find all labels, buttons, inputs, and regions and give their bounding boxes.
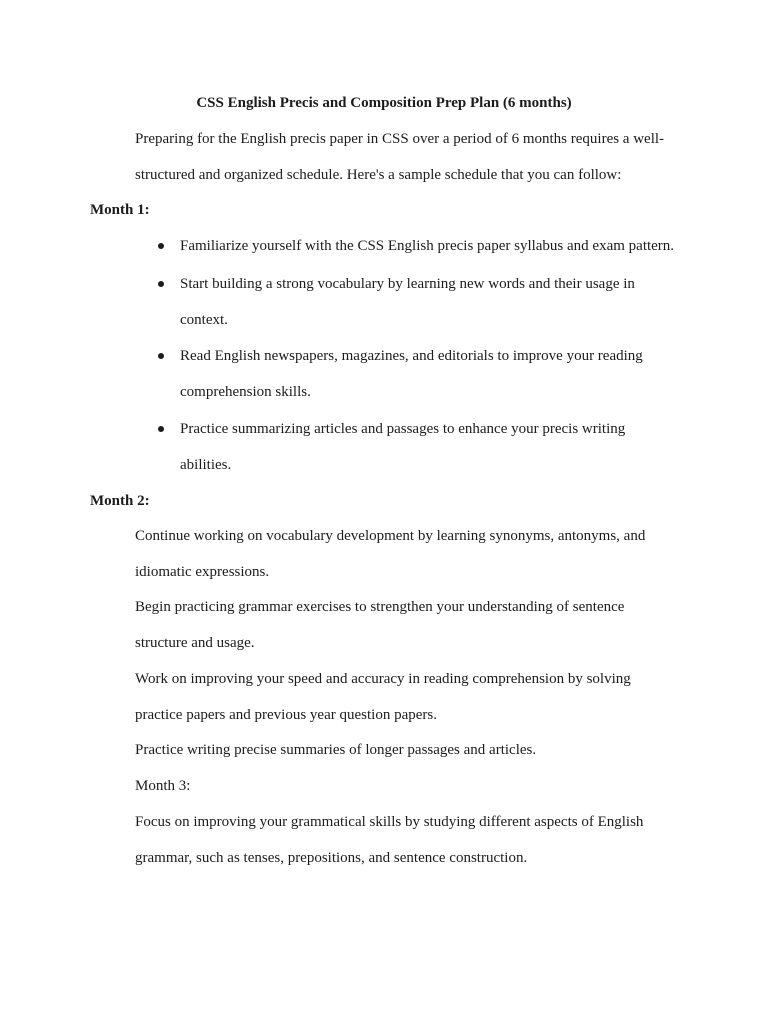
bullet-item-text: context. [180,312,228,328]
bullet-icon [158,243,164,249]
bullet-icon [158,353,164,359]
bullet-item-text: comprehension skills. [180,384,311,400]
intro-line: Preparing for the English precis paper in CSS over a period of 6 months requires a well- [135,131,665,147]
bullet-item-text: abilities. [180,457,232,473]
bullet-item-text: Read English newspapers, magazines, and editorials to improve your reading [180,348,643,364]
bullet-item-text: Start building a strong vocabulary by learning new words and their usage in [180,276,635,292]
month-2-line: idiomatic expressions. [135,564,270,580]
intro-line: structured and organized schedule. Here's a sample schedule that you can follow: [135,167,622,183]
month-2-line: Continue working on vocabulary development by learning synonyms, antonyms, and [135,528,646,544]
month-2-heading: Month 2: [90,493,150,509]
month-2-line: Practice writing precise summaries of longer passages and articles. [135,742,537,758]
month-2-line: structure and usage. [135,635,255,651]
month-2-line: Work on improving your speed and accuracy in reading comprehension by solving [135,671,631,687]
bullet-item-text: Practice summarizing articles and passages to enhance your precis writing [180,421,626,437]
month-2-line: practice papers and previous year question papers. [135,707,437,723]
month-3-heading: Month 3: [135,778,191,794]
month-3-line: Focus on improving your grammatical skills by studying different aspects of English [135,814,644,830]
month-2-line: Begin practicing grammar exercises to strengthen your understanding of sentence [135,599,625,615]
bullet-icon [158,281,164,287]
month-3-line: grammar, such as tenses, prepositions, and sentence construction. [135,850,528,866]
document-title: CSS English Precis and Composition Prep Plan (6 months) [196,95,572,111]
bullet-item-text: Familiarize yourself with the CSS English precis paper syllabus and exam pattern. [180,238,675,254]
month-1-heading: Month 1: [90,202,150,218]
bullet-icon [158,426,164,432]
